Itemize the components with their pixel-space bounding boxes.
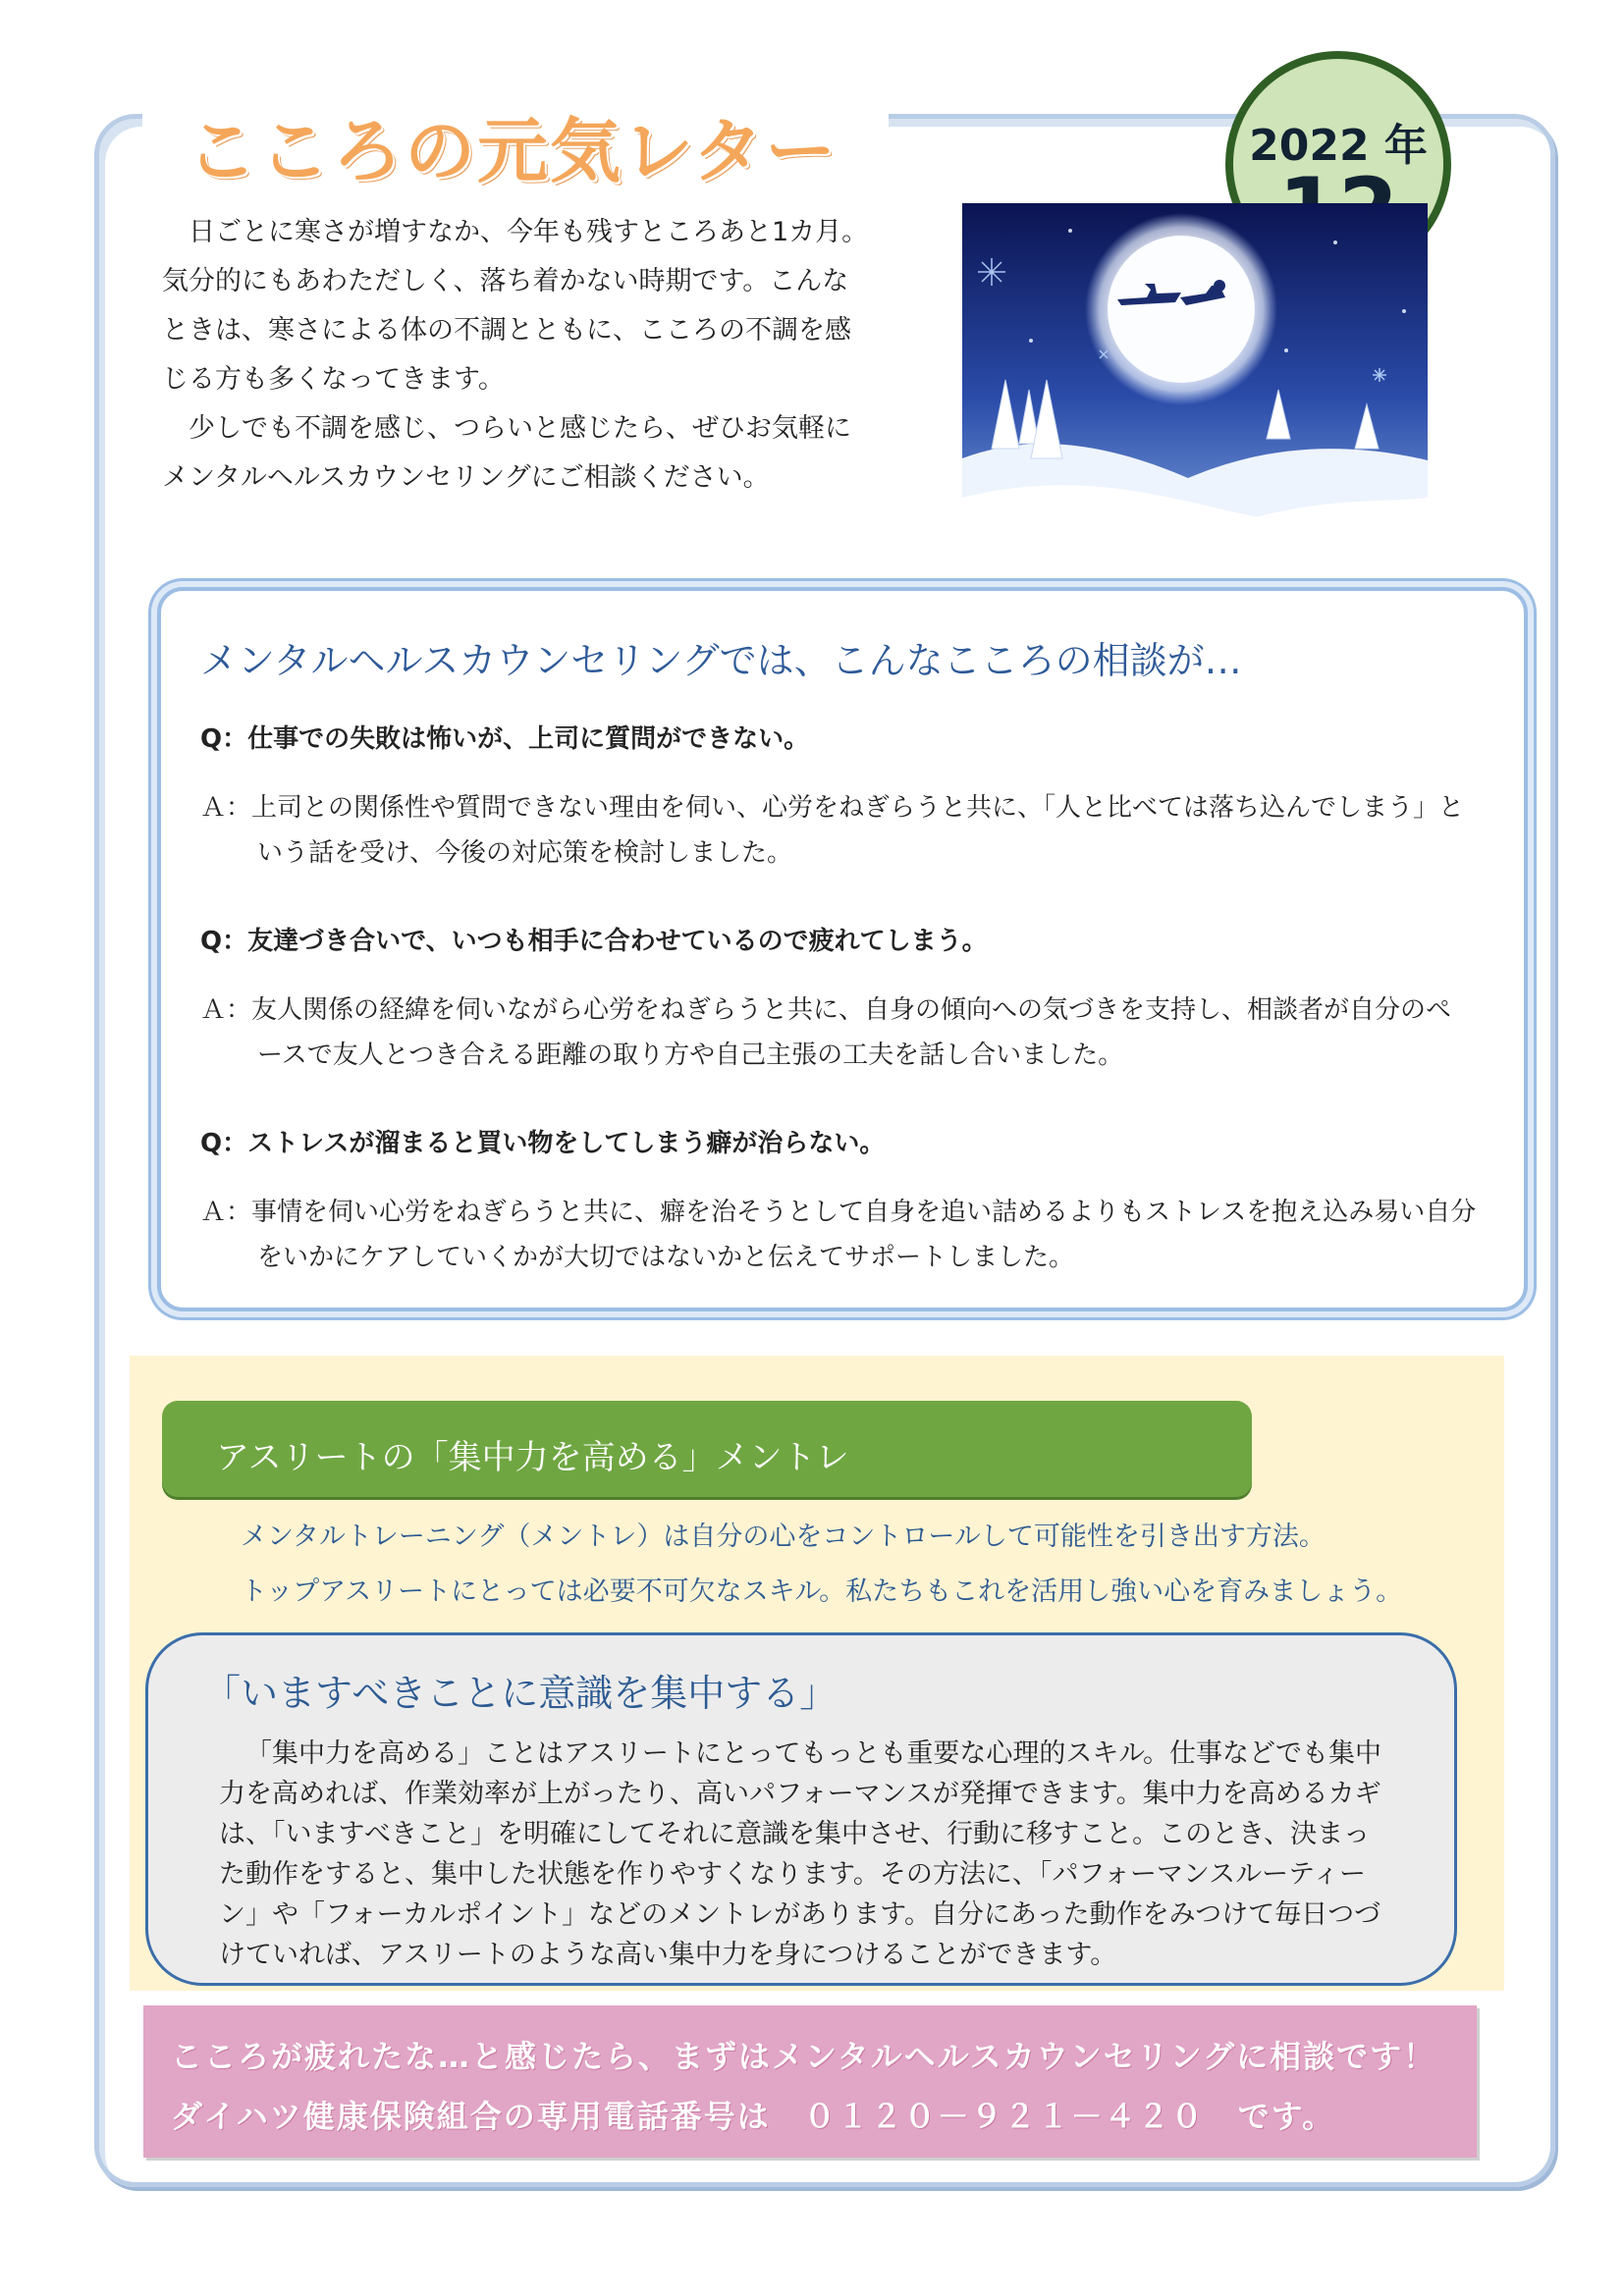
focus-box-title: 「いますべきことに意識を集中する」: [203, 1672, 838, 1715]
contact-phone-line: ダイハツ健康保険組合の専用電話番号は ０１２０－９２１－４２０ です。: [171, 2098, 1336, 2135]
newsletter-title: こころの元気レター: [187, 110, 839, 192]
contact-box: [143, 2005, 1477, 2158]
mentore-banner: [162, 1401, 1252, 1497]
winter-moon-illustration: [962, 203, 1428, 554]
mentore-banner-title: アスリートの「集中力を高める」メントレ: [216, 1438, 849, 1477]
answer: Ａ：友人関係の経緯を伺いながら心労をねぎらうと共に、自身の傾向への気づきを支持し、相談者が自分のペースで友人とつき合える距離の取り方や自己主張の工夫を話し合いました。: [200, 995, 1452, 1070]
date-year: 2022 年: [1249, 121, 1428, 171]
mentore-description-2: トップアスリートにとっては必要不可欠なスキル。私たちもこれを活用し強い心を育みましょう。: [241, 1576, 1403, 1607]
answer: Ａ：事情を伺い心労をねぎらうと共に、癖を治そうとして自身を追い詰めるよりもストレスを抱え込み易い自分をいかにケアしていくかが大切ではないかと伝えてサポートしました。: [200, 1198, 1477, 1272]
consultation-box: [157, 587, 1528, 1311]
focus-box-body: [219, 1734, 1392, 1975]
focus-box-text: 「集中力を高める」ことはアスリートにとってもっとも重要な心理的スキル。仕事などでも集中力を高めれば、作業効率が上がったり、高いパフォーマンスが発揮できます。集中力を高めるカギは、「いますべきこと」を明確にしてそれに意識を集中させ、行動に移すこと。このとき、決まった動作をすると、集中した状態を作りやすくなります。その方法に、「パフォーマンスルーティーン」や「フォーカルポイント」などのメントレがあります。自分にあった動作をみつけて毎日つづけていれば、アスリートのような高い集中力を身につけることができます。: [219, 1738, 1381, 1970]
answer: Ａ：上司との関係性や質問できない理由を伺い、心労をねぎらうと共に、「人と比べては落ち込んでしまう」という話を受け、今後の対応策を検討しました。: [200, 793, 1465, 868]
intro-text: [162, 208, 869, 503]
contact-line-1: こころが疲れたな…と感じたら、まずはメンタルヘルスカウンセリングに相談です！: [171, 2038, 1437, 2075]
question: Q：仕事での失敗は怖いが、上司に質問ができない。: [200, 724, 810, 754]
question: Q：ストレスが溜まると買い物をしてしまう癖が治らない。: [200, 1129, 886, 1158]
question: Q：友達づき合いで、いつも相手に合わせているので疲れてしまう。: [200, 927, 988, 956]
qa-item: [200, 1121, 1477, 1280]
intro-paragraph-2: 少しでも不調を感じ、つらいと感じたら、ぜひお気軽にメンタルヘルスカウンセリングにご相談ください。: [162, 413, 851, 493]
qa-item: [200, 717, 1477, 876]
consultation-heading: メンタルヘルスカウンセリングでは、こんなこころの相談が…: [200, 639, 1242, 682]
focus-box: [145, 1632, 1457, 1986]
intro-paragraph-1: 日ごとに寒さが増すなか、今年も残すところあと1カ月。気分的にもあわただしく、落ち着かない時期です。こんなときは、寒さによる体の不調とともに、こころの不調を感じる方も多くなってきます。: [162, 217, 869, 395]
qa-item: [200, 919, 1477, 1078]
mentore-description-1: メンタルトレーニング（メントレ）は自分の心をコントロールして可能性を引き出す方法。: [241, 1522, 1326, 1552]
qa-list: [200, 717, 1477, 1323]
